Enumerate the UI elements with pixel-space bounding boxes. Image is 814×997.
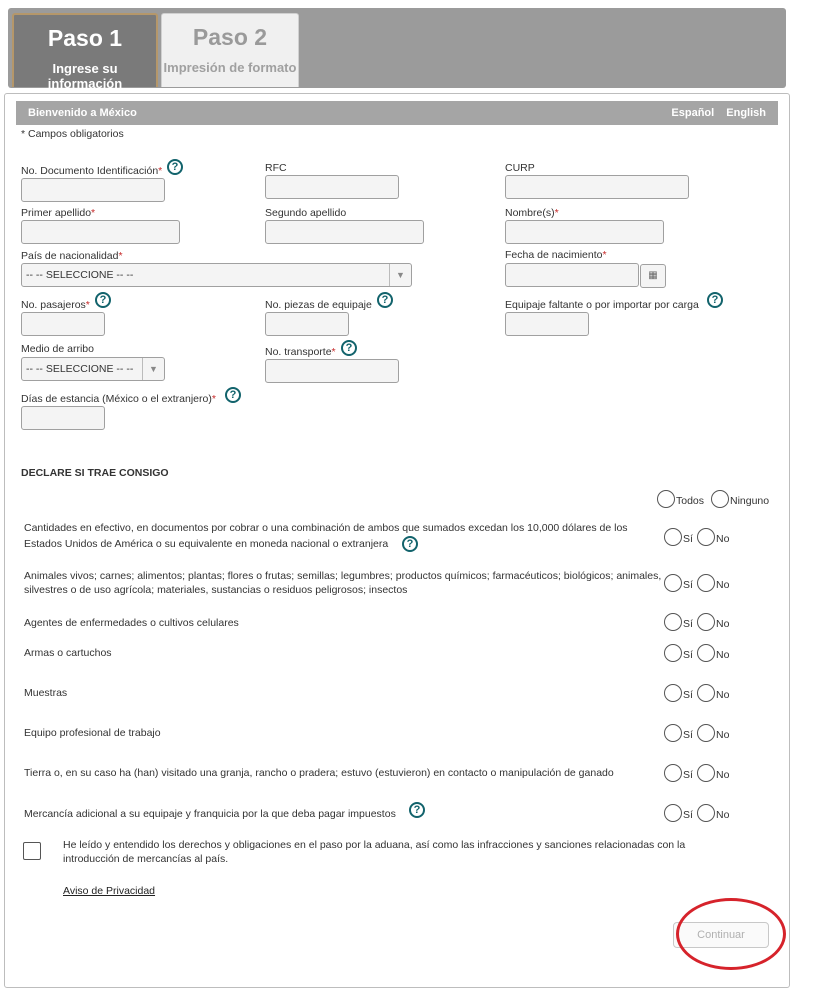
item-2-si-radio[interactable] [664, 574, 682, 592]
pais-label: País de nacionalidad* [21, 250, 123, 262]
ninguno-label: Ninguno [730, 495, 770, 507]
item-8-si-radio[interactable] [664, 804, 682, 822]
question-circle-icon[interactable]: ? [707, 292, 723, 308]
dias-estancia-label: Días de estancia (México o el extranjero)* [21, 393, 216, 405]
step-2-label: Impresión de formato [163, 60, 297, 75]
annotation-circle [676, 898, 786, 970]
pais-select-value: -- -- SELECCIONE -- -- [26, 269, 134, 281]
welcome-header [16, 101, 778, 125]
no-label: No [716, 649, 730, 661]
question-circle-icon[interactable]: ? [225, 387, 241, 403]
rfc-label: RFC [265, 162, 287, 174]
curp-input[interactable] [505, 175, 689, 199]
todos-radio[interactable] [657, 490, 675, 508]
item-7-si-radio[interactable] [664, 764, 682, 782]
segundo-apellido-input[interactable] [265, 220, 424, 244]
fecha-nacimiento-label: Fecha de nacimiento* [505, 249, 607, 261]
item-6-si-radio[interactable] [664, 724, 682, 742]
curp-label: CURP [505, 162, 535, 174]
medio-arribo-value: -- -- SELECCIONE -- -- [26, 363, 134, 375]
pasajeros-input[interactable] [21, 312, 105, 336]
declare-item-agents: Agentes de enfermedades o cultivos celulares [24, 617, 239, 629]
declare-item-weapons: Armas o cartuchos [24, 647, 112, 659]
si-label: Sí [683, 533, 693, 545]
todos-label: Todos [676, 495, 705, 507]
no-label: No [716, 579, 730, 591]
si-label: Sí [683, 729, 693, 741]
acknowledge-text: He leído y entendido los derechos y obligaciones en el paso por la aduana, así como las infracciones y sanciones relacionadas con la introducción de mercancías al país. [63, 839, 686, 865]
tab-step-1[interactable] [12, 13, 158, 91]
step-2-number: Paso 2 [192, 24, 268, 50]
calendar-icon[interactable]: ▦ [640, 264, 666, 288]
declare-title: DECLARE SI TRAE CONSIGO [21, 467, 169, 479]
declare-item-samples: Muestras [24, 687, 68, 699]
primer-apellido-label: Primer apellido* [21, 207, 96, 219]
acknowledge-checkbox[interactable] [23, 842, 41, 860]
lang-en-link[interactable]: English [726, 107, 766, 119]
step-1-label: Ingrese su información [47, 61, 123, 91]
item-4-no-radio[interactable] [697, 644, 715, 662]
question-circle-icon[interactable]: ? [95, 292, 111, 308]
question-circle-icon[interactable]: ? [377, 292, 393, 308]
item-8-no-radio[interactable] [697, 804, 715, 822]
ninguno-radio[interactable] [711, 490, 729, 508]
declare-item-merchandise: Mercancía adicional a su equipaje y franquicia por la que deba pagar impuestos [24, 808, 396, 820]
si-label: Sí [683, 769, 693, 781]
item-3-no-radio[interactable] [697, 613, 715, 631]
si-label: Sí [683, 618, 693, 630]
transporte-label: No. transporte* [265, 346, 336, 358]
question-circle-icon[interactable]: ? [409, 802, 425, 818]
item-3-si-radio[interactable] [664, 613, 682, 631]
fecha-nacimiento-input[interactable] [505, 263, 639, 287]
pasajeros-label: No. pasajeros* [21, 299, 90, 311]
nombres-input[interactable] [505, 220, 664, 244]
item-5-si-radio[interactable] [664, 684, 682, 702]
no-label: No [716, 769, 730, 781]
si-label: Sí [683, 689, 693, 701]
step-1-number: Paso 1 [47, 25, 123, 51]
piezas-input[interactable] [265, 312, 349, 336]
tab-step-2[interactable] [161, 13, 299, 87]
declare-item-animals: Animales vivos; carnes; alimentos; plantas; flores o frutas; semillas; legumbres; productos químicos; farmacéuticos; biológicos; animales, silvestres o de uso agrícola; materiales, sustancias o residuos peligrosos; insectos [24, 570, 662, 596]
required-note: * Campos obligatorios [21, 128, 124, 140]
item-7-no-radio[interactable] [697, 764, 715, 782]
pais-select[interactable] [21, 263, 412, 287]
item-1-no-radio[interactable] [697, 528, 715, 546]
no-label: No [716, 729, 730, 741]
piezas-label: No. piezas de equipaje [265, 299, 372, 311]
continue-button[interactable]: Continuar [673, 922, 769, 948]
item-4-si-radio[interactable] [664, 644, 682, 662]
si-label: Sí [683, 809, 693, 821]
primer-apellido-input[interactable] [21, 220, 180, 244]
dias-estancia-input[interactable] [21, 406, 105, 430]
medio-arribo-label: Medio de arribo [21, 343, 94, 355]
si-label: Sí [683, 579, 693, 591]
equipaje-faltante-label: Equipaje faltante o por importar por carga [505, 299, 699, 311]
item-1-si-radio[interactable] [664, 528, 682, 546]
question-circle-icon[interactable]: ? [341, 340, 357, 356]
transporte-input[interactable] [265, 359, 399, 383]
item-5-no-radio[interactable] [697, 684, 715, 702]
question-circle-icon[interactable]: ? [167, 159, 183, 175]
nombres-label: Nombre(s)* [505, 207, 559, 219]
segundo-apellido-label: Segundo apellido [265, 207, 347, 219]
equipaje-faltante-input[interactable] [505, 312, 589, 336]
item-6-no-radio[interactable] [697, 724, 715, 742]
declare-item-soil: Tierra o, en su caso ha (han) visitado una granja, rancho o pradera; estuvo (estuvieron) en contacto o manipulación de ganado [24, 767, 614, 779]
doc-id-label: No. Documento Identificación* [21, 165, 163, 177]
declare-item-equipment: Equipo profesional de trabajo [24, 727, 161, 739]
chevron-down-icon: ▼ [389, 264, 411, 286]
privacy-link[interactable]: Aviso de Privacidad [63, 885, 156, 897]
si-label: Sí [683, 649, 693, 661]
welcome-title: Bienvenido a México [28, 107, 137, 119]
question-circle-icon[interactable]: ? [402, 536, 418, 552]
declare-item-cash: Cantidades en efectivo, en documentos por cobrar o una combinación de ambos que sumados excedan los 10,000 dólares de los Estados Unidos de América o su equivalente en moneda nacional o extranjera [24, 522, 628, 550]
step-bar [8, 8, 786, 91]
chevron-down-icon: ▼ [142, 358, 164, 380]
no-label: No [716, 809, 730, 821]
medio-arribo-select[interactable] [21, 357, 165, 381]
no-label: No [716, 689, 730, 701]
no-label: No [716, 618, 730, 630]
rfc-input[interactable] [265, 175, 399, 199]
doc-id-input[interactable] [21, 178, 165, 202]
no-label: No [716, 533, 730, 545]
item-2-no-radio[interactable] [697, 574, 715, 592]
lang-es-link[interactable]: Español [671, 107, 715, 119]
